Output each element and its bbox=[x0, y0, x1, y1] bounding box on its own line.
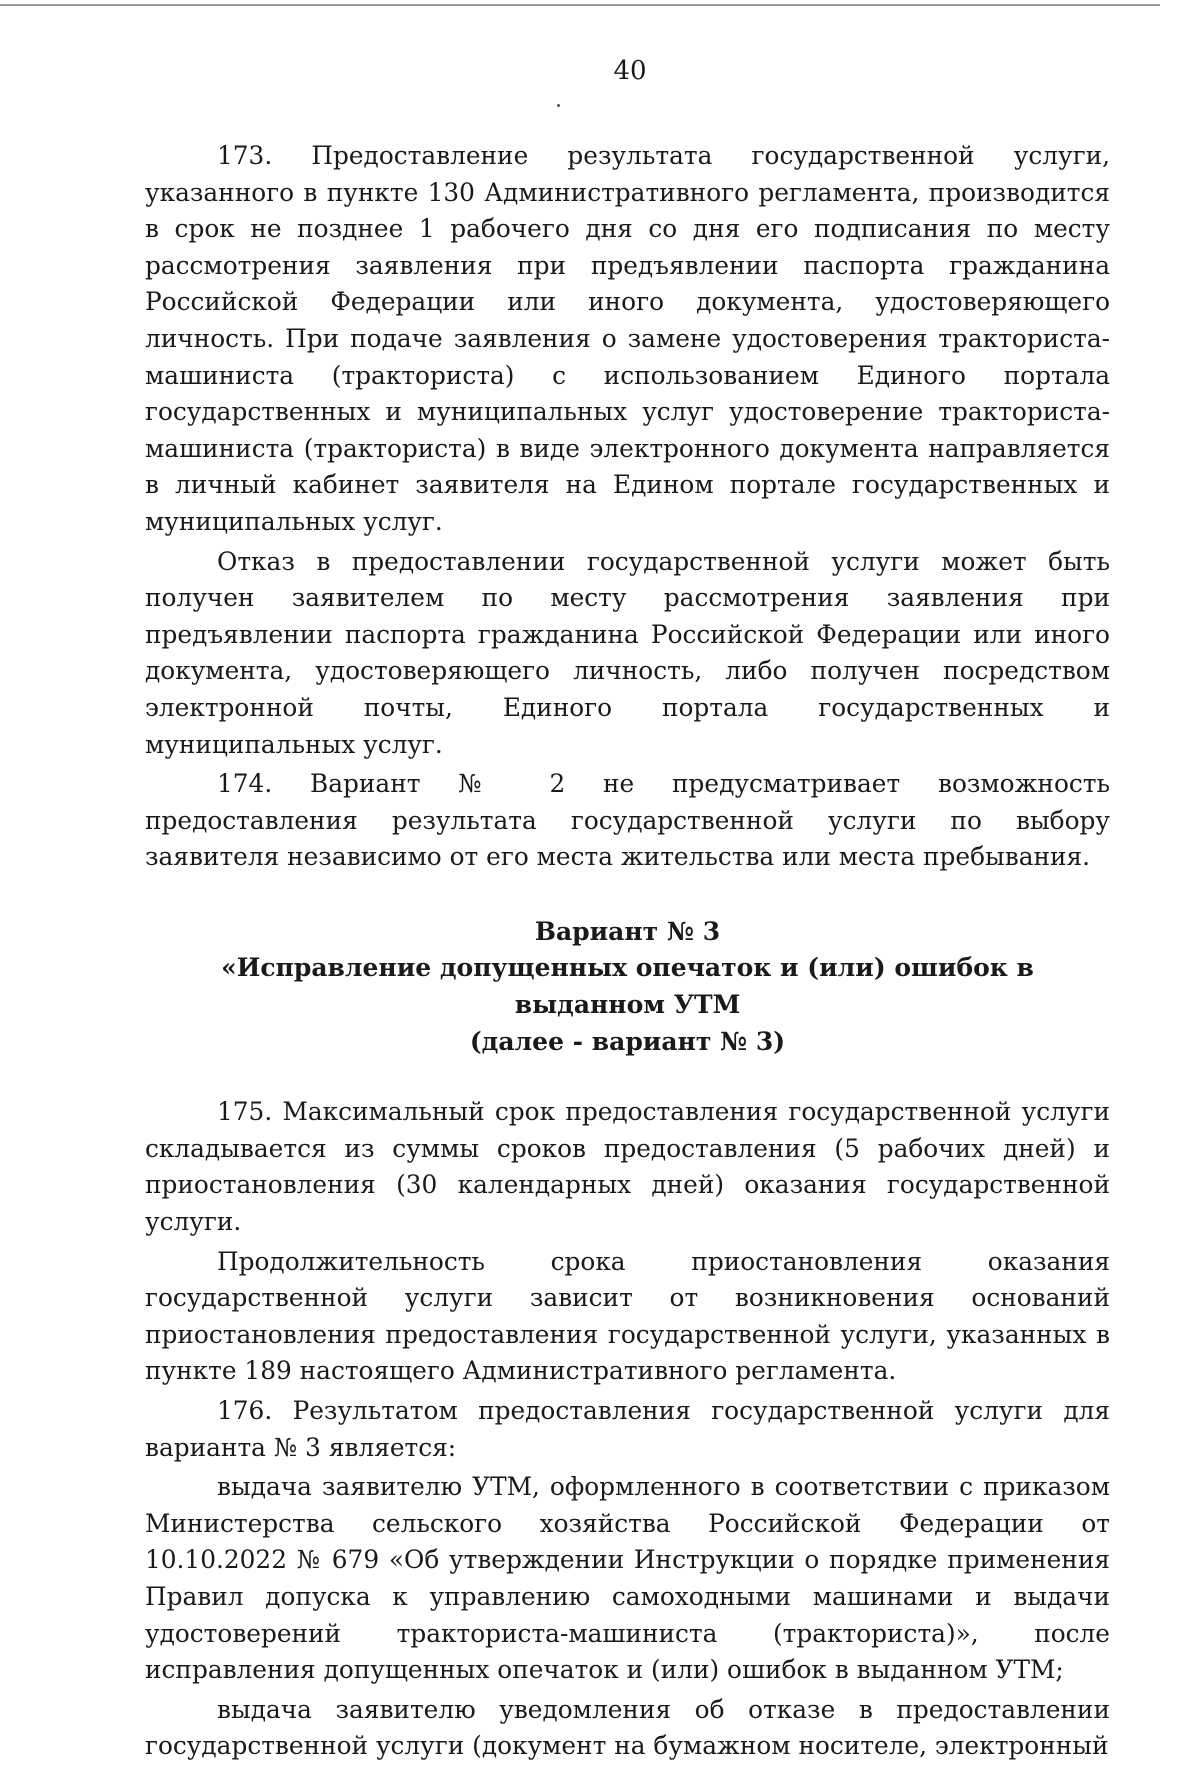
scan-artifact-dot bbox=[557, 104, 560, 107]
paragraph-173: 173. Предоставление результата государственной услуги, указанного в пункте 130 Административного регламента, производится в срок не позднее 1 рабочего дня со дня его подписания по месту рассмотрения заявления при предъявлении паспорта гражданина Российской Федерации или иного документа, удостоверяющего личность. При подаче заявления о замене удостоверения тракториста-машиниста (тракториста) с использованием Единого портала государственных и муниципальных услуг удостоверение тракториста-машиниста (тракториста) в виде электронного документа направляется в личный кабинет заявителя на Едином портале государственных и муниципальных услуг. bbox=[145, 141, 1110, 536]
paragraph-duration: Продолжительность срока приостановления оказания государственной услуги зависит от возникновения оснований приостановления предоставления государственной услуги, указанных в пункте 189 настоящего Административного регламента. bbox=[145, 1246, 1110, 1386]
paragraph-175: 175. Максимальный срок предоставления государственной услуги складывается из суммы сроков предоставления (5 рабочих дней) и приостановления (30 календарных дней) оказания государственной услуги. bbox=[145, 1097, 1110, 1237]
paragraph-174: 174. Вариант № 2 не предусматривает возможность предоставления результата государственной услуги по выбору заявителя независимо от его места жительства или места пребывания. bbox=[145, 769, 1110, 872]
paragraph-result-refusal: выдача заявителю уведомления об отказе в предоставлении государственной услуги (документ на бумажном носителе, электронный bbox=[145, 1694, 1110, 1761]
section-heading bbox=[145, 914, 1110, 1060]
page-number: 40 bbox=[613, 56, 647, 86]
section-heading-subtitle: «Исправление допущенных опечаток и (или) ошибок в выданном УТМ bbox=[221, 953, 1034, 1020]
paragraph-result-issuance: выдача заявителю УТМ, оформленного в соответствии с приказом Министерства сельского хозяйства Российской Федерации от 10.10.2022 № 679 «Об утверждении Инструкции о порядке применения Правил допуска к управлению самоходными машинами и выдачи удостоверений тракториста-машиниста (тракториста)», после исправления допущенных опечаток и (или) ошибок в выданном УТМ; bbox=[145, 1472, 1110, 1685]
scan-top-border bbox=[0, 4, 1160, 6]
section-heading-note: (далее - вариант № 3) bbox=[469, 1026, 786, 1056]
paragraph-176: 176. Результатом предоставления государственной услуги для варианта № 3 является: bbox=[145, 1396, 1110, 1462]
paragraph-refusal: Отказ в предоставлении государственной услуги может быть получен заявителем по месту рассмотрения заявления при предъявлении паспорта гражданина Российской Федерации или иного документа, удостоверяющего личность, либо получен посредством электронной почты, Единого портала государственных и муниципальных услуг. bbox=[145, 546, 1110, 759]
document-body bbox=[145, 138, 1110, 1765]
section-heading-title: Вариант № 3 bbox=[534, 916, 721, 946]
